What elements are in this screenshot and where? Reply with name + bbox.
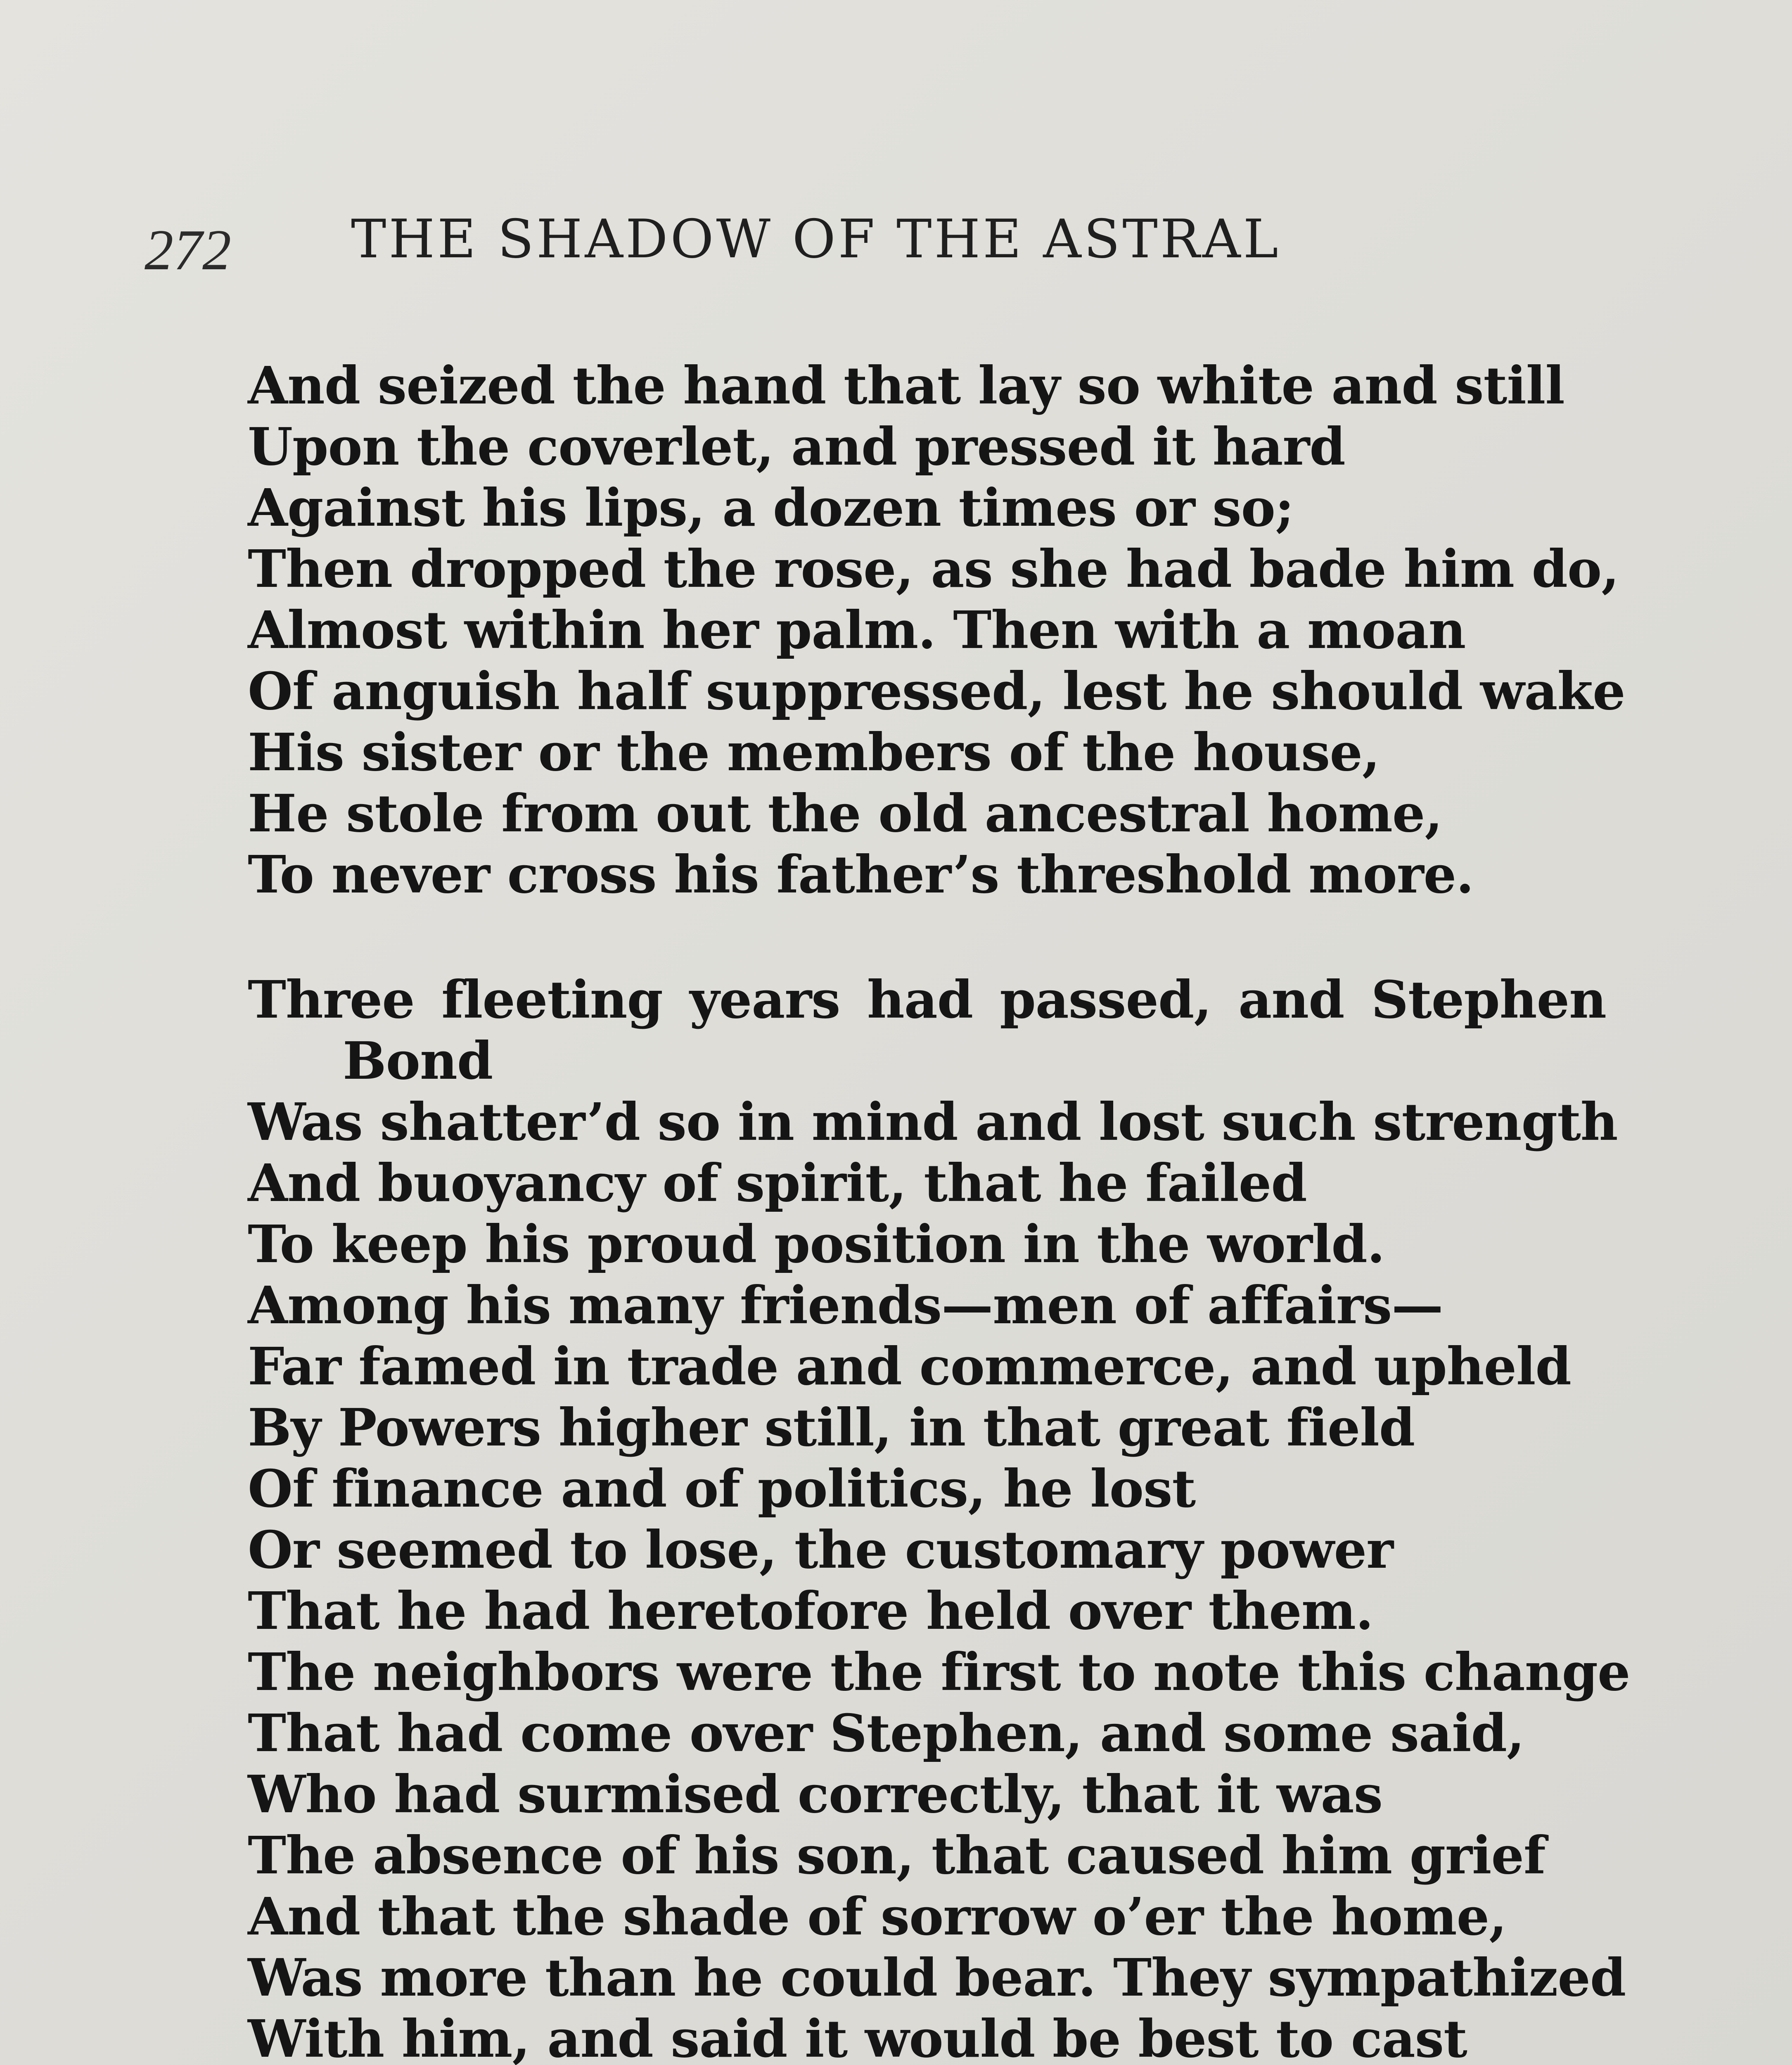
running-title: THE SHADOW OF THE ASTRAL (351, 209, 1281, 270)
poem-line: Of anguish half suppressed, lest he should wake (248, 661, 1625, 722)
poem-line: That he had heretofore held over them. (248, 1581, 1373, 1641)
poem-line: And buoyancy of spirit, that he failed (248, 1153, 1307, 1213)
poem-line: Of finance and of politics, he lost (248, 1459, 1196, 1519)
poem-line: Upon the coverlet, and pressed it hard (248, 417, 1345, 477)
poem-line: Then dropped the rose, as she had bade him do, (248, 539, 1619, 599)
poem-line: To keep his proud position in the world. (248, 1214, 1385, 1275)
poem-line: Against his lips, a dozen times or so; (248, 478, 1294, 538)
poem-line: His sister or the members of the house, (248, 722, 1380, 783)
page-number: 272 (145, 218, 231, 282)
poem-line: Among his many friends—men of affairs— (248, 1275, 1443, 1336)
poem-line: Three fleeting years had passed, and Stephen (248, 970, 1606, 1030)
poem-line-turnover: Bond (343, 1031, 493, 1091)
poem-line: Almost within her palm. Then with a moan (248, 600, 1466, 660)
poem-line: Who had surmised correctly, that it was (248, 1764, 1382, 1825)
poem-line: And that the shade of sorrow o’er the home, (248, 1887, 1507, 1947)
poem-line: And seized the hand that lay so white and still (248, 356, 1564, 416)
page-header (145, 209, 1672, 291)
stanza-2 (248, 969, 1630, 2065)
poem-line: To never cross his father’s threshold more. (248, 845, 1474, 905)
poem-line: The neighbors were the first to note this change (248, 1642, 1630, 1702)
poem-line: Far famed in trade and commerce, and upheld (248, 1336, 1571, 1397)
poem-line: The absence of his son, that caused him grief (248, 1825, 1545, 1886)
poem-line: He stole from out the old ancestral home, (248, 783, 1442, 844)
poem-line: Or seemed to lose, the customary power (248, 1520, 1394, 1580)
poem-body (248, 355, 1630, 2065)
poem-line: That had come over Stephen, and some said, (248, 1703, 1524, 1764)
poem-line: Was more than he could bear. They sympathized (248, 1948, 1626, 2008)
poem-line: By Powers higher still, in that great field (248, 1398, 1415, 1458)
poem-line: With him, and said it would be best to cast (248, 2009, 1467, 2065)
poem-line: Was shatter’d so in mind and lost such strength (248, 1092, 1618, 1152)
stanza-1 (248, 355, 1627, 905)
